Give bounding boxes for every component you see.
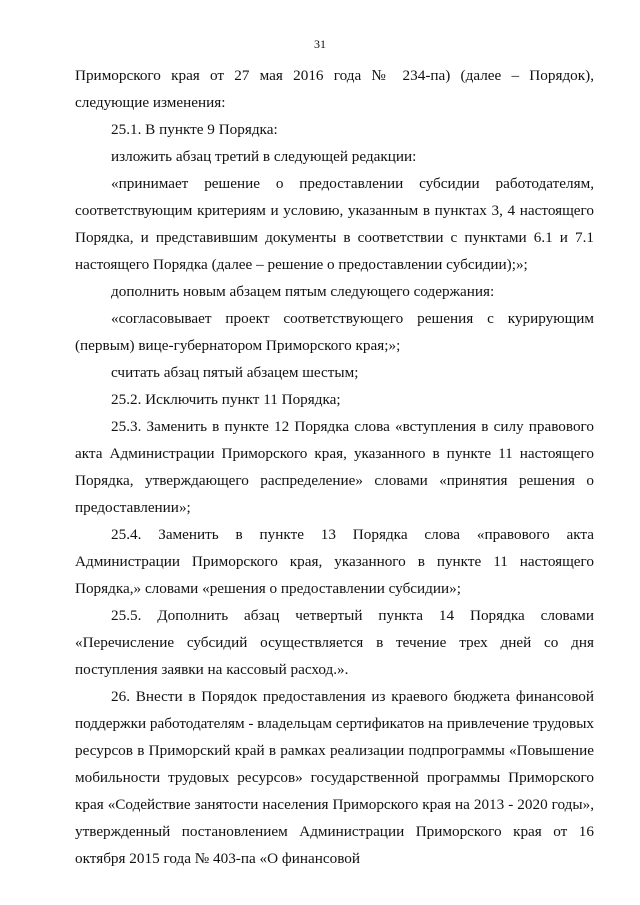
paragraph: дополнить новым абзацем пятым следующего содержания: [111, 283, 495, 300]
paragraph: «принимает решение о предоставлении субсидии работодателям, соответствующим критериям и условию, указанным в пунктах 3, 4 настоящего Порядка, и представившим документы в соответствии с пунктами 6.1 и 7.1 настоящего Порядка (далее – решение о предоставлении субсидии);»; [75, 175, 594, 273]
paragraph: 25.3. Заменить в пункте 12 Порядка слова «вступления в силу правового акта Администрации Приморского края, указанного в пункте 11 настоящего Порядка, утверждающего распределение» словами «принятия решения о предоставлении»; [75, 418, 594, 516]
paragraph: «согласовывает проект соответствующего решения с курирующим (первым) вице-губернатором Приморского края;»; [75, 310, 594, 354]
paragraph: Приморского края от 27 мая 2016 года № 234-па) (далее – Порядок), следующие изменения: [75, 67, 594, 111]
paragraph: считать абзац пятый абзацем шестым; [111, 364, 359, 381]
paragraph: 25.4. Заменить в пункте 13 Порядка слова «правового акта Администрации Приморского края, указанного в пункте 11 настоящего Порядка,» словами «решения о предоставлении субсидии»; [75, 526, 594, 597]
page-number: 31 [314, 37, 326, 51]
paragraph: изложить абзац третий в следующей редакции: [111, 148, 417, 165]
document-body [75, 62, 594, 872]
paragraph: 25.2. Исключить пункт 11 Порядка; [111, 391, 341, 408]
paragraph: 25.1. В пункте 9 Порядка: [111, 121, 278, 138]
paragraph: 26. Внести в Порядок предоставления из краевого бюджета финансовой поддержки работодателям - владельцам сертификатов на привлечение трудовых ресурсов в Приморский край в рамках реализации подпрограммы «Повышение мобильности трудовых ресурсов» государственной программы Приморского края «Содействие занятости населения Приморского края на 2013 - 2020 годы», утвержденный постановлением Администрации Приморского края от 16 октября 2015 года № 403-па «О финансовой [75, 688, 594, 867]
paragraph: 25.5. Дополнить абзац четвертый пункта 14 Порядка словами «Перечисление субсидий осуществляется в течение трех дней со дня поступления заявки на кассовый расход.». [75, 607, 594, 678]
